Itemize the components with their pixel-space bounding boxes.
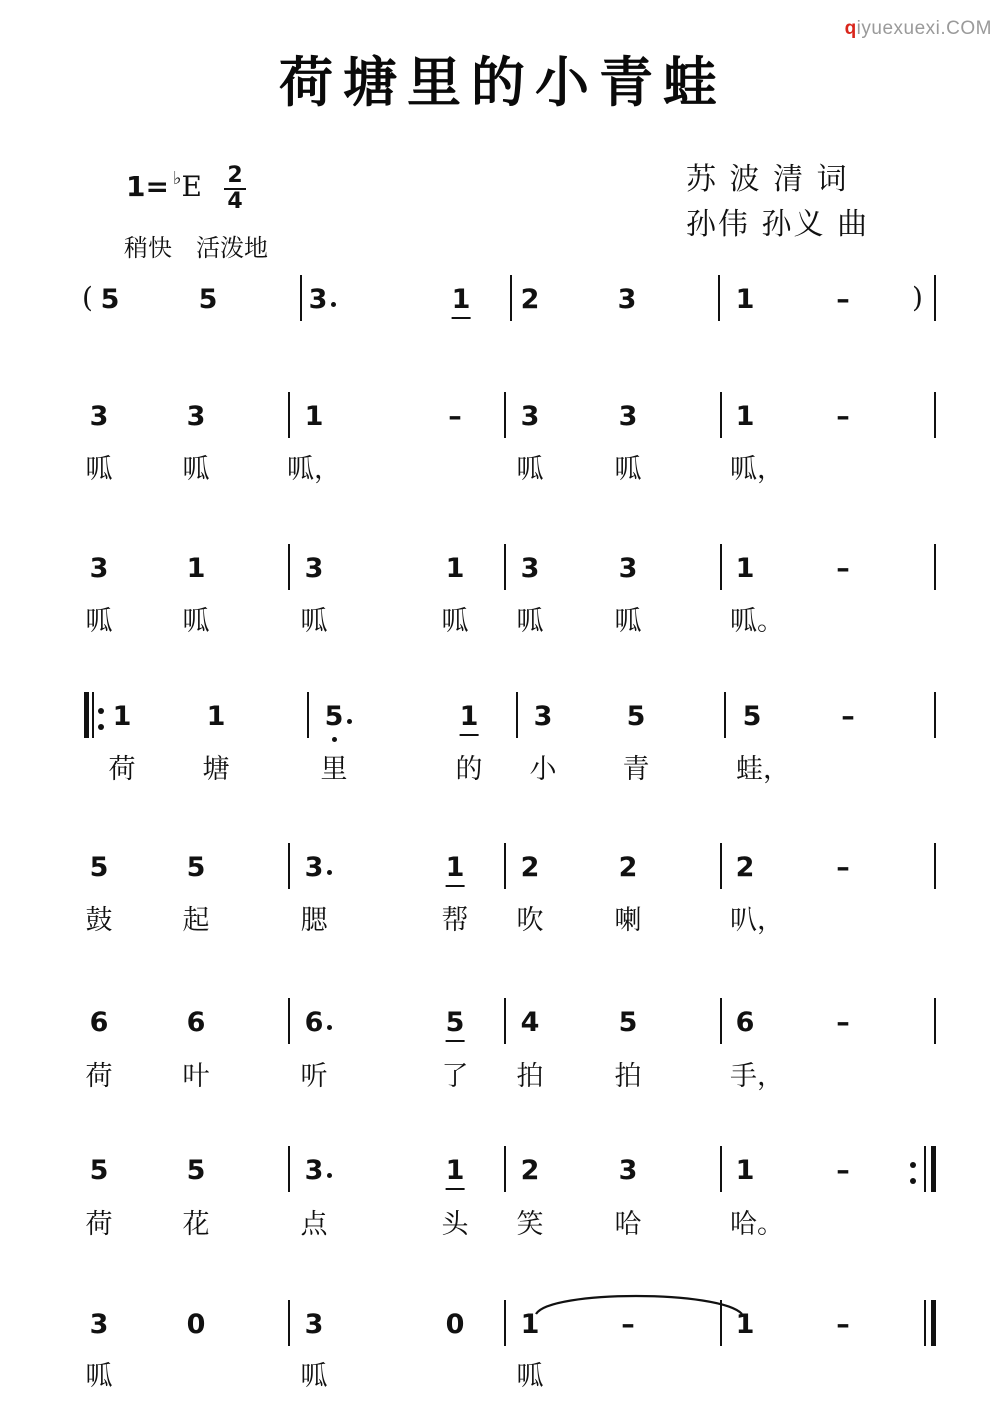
note: 3 — [617, 284, 637, 315]
barline — [516, 692, 518, 738]
augmentation-dot — [331, 302, 336, 307]
repeat-dot — [910, 1162, 916, 1168]
barline — [288, 392, 290, 438]
note: – — [836, 553, 850, 584]
lyric-syllable: 荷 — [108, 754, 136, 785]
lyric-syllable: 呱 — [516, 454, 544, 485]
note: 5 — [618, 1007, 638, 1038]
note: 1 — [735, 284, 755, 315]
note: 3 — [89, 1309, 109, 1340]
barline — [934, 998, 936, 1044]
note: – — [621, 1309, 635, 1340]
note: 5 — [742, 701, 762, 732]
time-numerator: 2 — [224, 164, 246, 190]
note: 2 — [520, 1155, 540, 1186]
augmentation-dot — [347, 719, 352, 724]
lyric-syllable: 呱 — [85, 606, 113, 637]
lyric-syllable: 喇 — [614, 905, 642, 936]
lyric-syllable: 拍 — [614, 1061, 642, 1092]
note: 3 — [618, 553, 638, 584]
note: 1 — [445, 553, 465, 584]
barline — [288, 1146, 290, 1192]
barline — [720, 998, 722, 1044]
note: 6 — [186, 1007, 206, 1038]
note: 6 — [735, 1007, 755, 1038]
barline — [720, 1146, 722, 1192]
lyric-syllable: 呱 — [516, 606, 544, 637]
note: 1 — [206, 701, 226, 732]
note: 5 — [89, 1155, 109, 1186]
final-barline — [931, 1146, 936, 1192]
note: 5 — [198, 284, 218, 315]
lyric-syllable: 手， — [730, 1061, 784, 1092]
note: – — [836, 852, 850, 883]
lyric-syllable: 了 — [441, 1061, 469, 1092]
barline — [934, 692, 936, 738]
note: 1 — [304, 401, 324, 432]
key-signature — [126, 170, 202, 208]
barline — [288, 1300, 290, 1346]
barline — [300, 275, 302, 321]
lyric-syllable: 呱 — [85, 1361, 113, 1392]
note: 5 — [100, 284, 120, 315]
note: 4 — [520, 1007, 540, 1038]
note: 2 — [520, 852, 540, 883]
note: – — [836, 401, 850, 432]
barline — [504, 392, 506, 438]
barline — [724, 692, 726, 738]
note: 5 — [324, 701, 344, 732]
lyric-syllable: 呱， — [730, 454, 784, 485]
note: – — [448, 401, 462, 432]
lyric-syllable: 呱 — [300, 1361, 328, 1392]
lyric-syllable: 里 — [320, 754, 348, 785]
note: – — [836, 1309, 850, 1340]
low-octave-dot — [332, 737, 337, 742]
barline — [934, 275, 936, 321]
flat-sign: ♭ — [172, 168, 182, 189]
note: 5 — [186, 1155, 206, 1186]
note: 0 — [445, 1309, 465, 1340]
barline — [288, 998, 290, 1044]
lyric-syllable: 花 — [182, 1209, 210, 1240]
note: 1 — [446, 1156, 465, 1190]
lyric-syllable: 叭， — [730, 905, 784, 936]
lyric-syllable: 哈。 — [730, 1209, 784, 1240]
note: – — [841, 701, 855, 732]
lyric-syllable: 呱 — [182, 606, 210, 637]
repeat-dot — [910, 1178, 916, 1184]
note: 1 — [520, 1309, 540, 1340]
key-prefix: 1= — [126, 170, 169, 203]
barline — [504, 843, 506, 889]
barline — [934, 544, 936, 590]
barline — [720, 843, 722, 889]
barline — [718, 275, 720, 321]
lyric-syllable: 听 — [300, 1061, 328, 1092]
lyric-syllable: 叶 — [182, 1061, 210, 1092]
note: 3 — [308, 284, 328, 315]
barline — [720, 544, 722, 590]
tempo-marking: 稍快 活泼地 — [124, 234, 268, 262]
lyric-syllable: 呱 — [441, 606, 469, 637]
barline — [924, 1146, 926, 1192]
note: 3 — [304, 553, 324, 584]
time-signature — [224, 164, 246, 214]
lyric-syllable: 腮 — [300, 905, 328, 936]
note: 1 — [112, 701, 132, 732]
final-barline — [931, 1300, 936, 1346]
note: 3 — [304, 852, 324, 883]
note: 3 — [533, 701, 553, 732]
barline — [307, 692, 309, 738]
lyric-syllable: 点 — [300, 1209, 328, 1240]
site-watermark — [792, 18, 992, 40]
note: 5 — [626, 701, 646, 732]
note: 1 — [452, 285, 471, 319]
barline — [504, 544, 506, 590]
note: 3 — [186, 401, 206, 432]
note: – — [836, 1155, 850, 1186]
composer-credit: 孙伟 孙义 曲 — [686, 207, 870, 242]
barline — [288, 544, 290, 590]
note: 3 — [304, 1309, 324, 1340]
lyric-syllable: 呱 — [182, 454, 210, 485]
augmentation-dot — [327, 1173, 332, 1178]
watermark-logo-q: q — [844, 18, 857, 39]
repeat-start-barline — [84, 692, 89, 738]
augmentation-dot — [327, 1025, 332, 1030]
note: 2 — [735, 852, 755, 883]
lyric-syllable: 呱。 — [730, 606, 784, 637]
lyric-syllable: 呱 — [516, 1361, 544, 1392]
lyric-syllable: 呱 — [85, 454, 113, 485]
barline — [510, 275, 512, 321]
lyric-syllable: 小 — [529, 754, 557, 785]
note: 3 — [520, 401, 540, 432]
lyric-syllable: 鼓 — [85, 905, 113, 936]
note: 3 — [618, 401, 638, 432]
barline — [504, 1146, 506, 1192]
note: 1 — [735, 401, 755, 432]
note: 3 — [304, 1155, 324, 1186]
note: 5 — [89, 852, 109, 883]
tie-slur — [530, 1288, 750, 1318]
augmentation-dot — [327, 870, 332, 875]
lyric-syllable: 哈 — [614, 1209, 642, 1240]
note: 2 — [618, 852, 638, 883]
lyric-syllable: 荷 — [85, 1209, 113, 1240]
lyricist-credit: 苏 波 清 词 — [686, 162, 849, 197]
lyric-syllable: 笑 — [516, 1209, 544, 1240]
open-parenthesis: ( — [82, 281, 93, 314]
lyric-syllable: 呱， — [287, 454, 341, 485]
time-denominator: 4 — [227, 189, 243, 214]
note: 1 — [735, 1309, 755, 1340]
lyric-syllable: 头 — [441, 1209, 469, 1240]
note: – — [836, 284, 850, 315]
lyric-syllable: 荷 — [85, 1061, 113, 1092]
note: 3 — [618, 1155, 638, 1186]
barline — [720, 392, 722, 438]
lyric-syllable: 起 — [182, 905, 210, 936]
note: 1 — [735, 1155, 755, 1186]
note: – — [836, 1007, 850, 1038]
note: 3 — [520, 553, 540, 584]
note: 5 — [446, 1008, 465, 1042]
repeat-dot — [98, 708, 104, 714]
song-title: 荷塘里的小青蛙 — [279, 50, 727, 114]
lyric-syllable: 帮 — [441, 905, 469, 936]
lyric-syllable: 吹 — [516, 905, 544, 936]
lyric-syllable: 的 — [455, 754, 483, 785]
lyric-syllable: 呱 — [614, 454, 642, 485]
note: 0 — [186, 1309, 206, 1340]
note: 1 — [460, 702, 479, 736]
lyric-syllable: 青 — [622, 754, 650, 785]
watermark-text: iyuexuexi.COM — [856, 18, 992, 39]
repeat-dot — [98, 724, 104, 730]
lyric-syllable: 呱 — [614, 606, 642, 637]
barline — [92, 692, 94, 738]
barline — [934, 843, 936, 889]
note: 6 — [89, 1007, 109, 1038]
lyric-syllable: 呱 — [300, 606, 328, 637]
note: 1 — [186, 553, 206, 584]
note: 6 — [304, 1007, 324, 1038]
barline — [504, 998, 506, 1044]
note: 1 — [735, 553, 755, 584]
note: 3 — [89, 553, 109, 584]
barline — [288, 843, 290, 889]
close-parenthesis: ) — [912, 281, 923, 314]
key-letter: E — [181, 170, 202, 203]
barline — [504, 1300, 506, 1346]
note: 5 — [186, 852, 206, 883]
lyric-syllable: 拍 — [516, 1061, 544, 1092]
note: 2 — [520, 284, 540, 315]
barline — [924, 1300, 926, 1346]
lyric-syllable: 塘 — [202, 754, 230, 785]
note: 3 — [89, 401, 109, 432]
barline — [934, 392, 936, 438]
lyric-syllable: 蛙， — [736, 754, 790, 785]
note: 1 — [446, 853, 465, 887]
